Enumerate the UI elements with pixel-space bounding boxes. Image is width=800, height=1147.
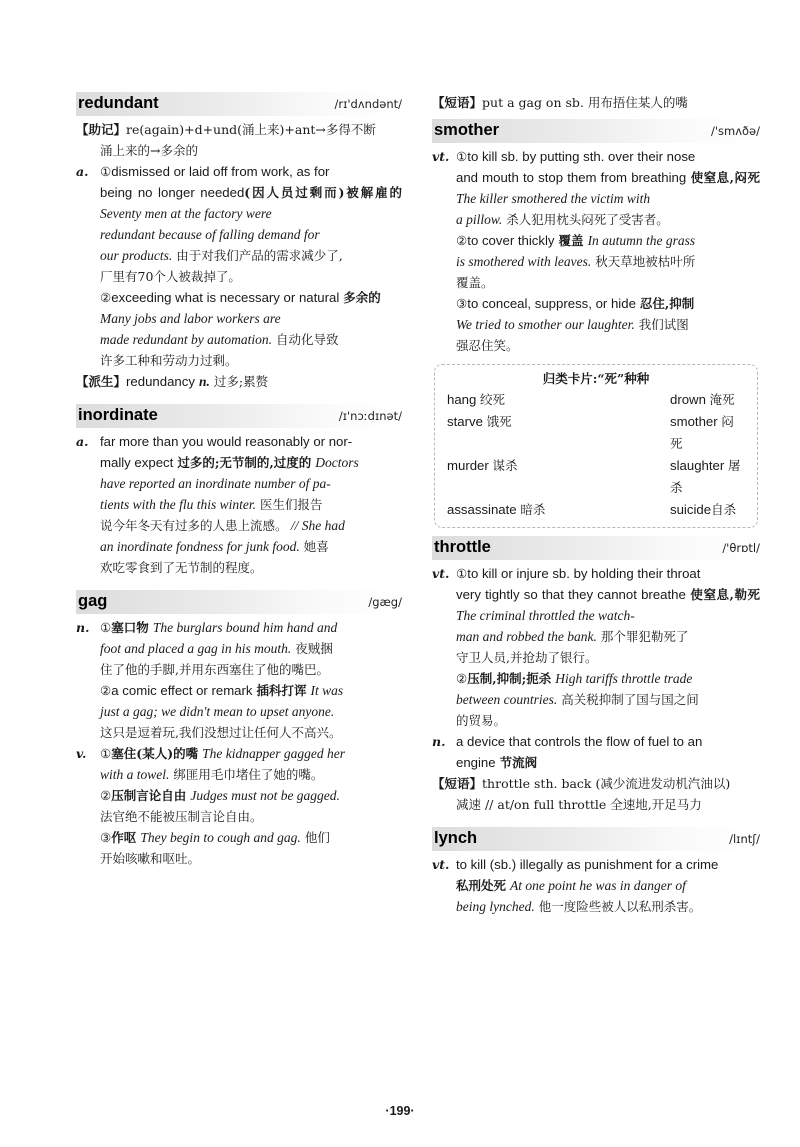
sense-2: ②压制,抑制;扼杀 High tariffs throttle trade [456, 671, 693, 686]
entry-throttle [432, 536, 760, 815]
sense-1: vt. ①to kill sb. by putting sth. over their nose [432, 149, 696, 164]
example-line: foot and placed a gag in his mouth. 夜贼捆 [100, 641, 333, 656]
translation-line: 这只是逗着玩,我们没想过让任何人不高兴。 [100, 725, 342, 740]
left-column [76, 92, 402, 869]
sense-2: ②exceeding what is necessary or natural 多余的 [100, 290, 381, 305]
headword-bar [432, 536, 760, 560]
sense-1-cont: being no longer needed(因人员过剩而)被解雇的 Seventy men at the factory were [100, 185, 402, 221]
card-grid [447, 389, 745, 521]
example-line: man and robbed the bank. 那个罪犯勒死了 [456, 629, 689, 644]
translation-line: 的贸易。 [456, 713, 507, 728]
headword-bar [76, 590, 402, 614]
translation-line: 强忍住笑。 [456, 338, 519, 353]
example-line: made redundant by automation. 自动化导致 [100, 332, 339, 347]
verb-sense-2: ②压制言论自由 Judges must not be gagged. [100, 788, 340, 803]
pronunciation: /gæg/ [368, 595, 402, 609]
mnemonic: 【助记】re(again)+d+und(涌上来)+ant→多得不断 [76, 122, 376, 137]
translation-line: 许多工种和劳动力过剩。 [100, 353, 238, 368]
mnemonic-cont: 涌上来的→多余的 [100, 143, 198, 158]
pronunciation: /rɪ'dʌndənt/ [334, 97, 402, 111]
pronunciation: /'θrɒtl/ [722, 541, 760, 555]
example-line: between countries. 高关税抑制了国与国之间 [456, 692, 699, 707]
phrase-cont: 减速 // at/on full throttle 全速地,开足马力 [456, 797, 702, 812]
headword: lynch [434, 829, 478, 847]
headword-bar [76, 92, 402, 116]
pronunciation: /lɪntʃ/ [729, 832, 760, 846]
example-line: We tried to smother our laughter. 我们试图 [456, 317, 689, 332]
noun-sense-cont: engine 节流阀 [456, 755, 538, 770]
entry-gag [76, 590, 402, 869]
card-item: slaughter 屠杀 [670, 458, 741, 495]
noun-sense-2: ②a comic effect or remark 插科打诨 It was [100, 683, 344, 698]
headword-bar [76, 404, 402, 428]
noun-sense-1: n. ①塞口物 The burglars bound him hand and [76, 620, 338, 635]
sense: vt. to kill (sb.) illegally as punishment for a crime [432, 857, 719, 872]
headword: redundant [78, 94, 159, 112]
classification-card [434, 364, 758, 528]
translation-line: 欢吃零食到了无节制的程度。 [100, 560, 263, 575]
headword: gag [78, 592, 108, 610]
pronunciation: /'smʌðə/ [710, 124, 760, 138]
page-number: ·199· [385, 1104, 415, 1118]
sense-cont: mally expect 过多的;无节制的,过度的 Doctors [100, 455, 359, 470]
example-line: with a towel. 绑匪用毛巾堵住了她的嘴。 [100, 767, 324, 782]
card-title: 归类卡片:“死”种种 [542, 371, 650, 386]
card-item: murder 谋杀 [447, 458, 518, 473]
translation-line: 守卫人员,并抢劫了银行。 [456, 650, 598, 665]
card-item: suicide自杀 [670, 502, 737, 517]
translation-line: 说今年冬天有过多的人患上流感。 // She had [100, 518, 345, 533]
example-line: a pillow. 杀人犯用枕头闷死了受害者。 [456, 212, 669, 227]
example-line: is smothered with leaves. 秋天草地被枯叶所 [456, 254, 696, 269]
sense: a. far more than you would reasonably or nor- [76, 434, 353, 449]
pronunciation: /ɪ'nɔːdɪnət/ [338, 409, 402, 423]
example-line: our products. 由于对我们产品的需求减少了, [100, 248, 343, 263]
sense-2: ②to cover thickly 覆盖 In autumn the grass [456, 233, 696, 248]
entry-smother [432, 119, 760, 356]
sense-1-cont: and mouth to stop them from breathing 使窒息,闷死 The killer smothered the victim with [456, 170, 760, 206]
headword: inordinate [78, 406, 158, 424]
example-line: Many jobs and labor workers are [100, 311, 281, 326]
headword: smother [434, 121, 500, 139]
translation-line: 厂里有70个人被裁掉了。 [100, 269, 241, 284]
example-line: just a gag; we didn't mean to upset anyone. [100, 704, 335, 719]
noun-sense: n. a device that controls the flow of fuel to an [432, 734, 703, 749]
phrase-throttle: 【短语】throttle sth. back (减少流进发动机汽油以) [432, 776, 731, 791]
entry-inordinate [76, 404, 402, 578]
card-item: smother 闷死 [670, 414, 734, 451]
example-line: tients with the flu this winter. 医生们报告 [100, 497, 323, 512]
sense-3: ③to conceal, suppress, or hide 忍住,抑制 [456, 296, 695, 311]
translation-line: 覆盖。 [456, 275, 494, 290]
phrase-gag: 【短语】put a gag on sb. 用布捂住某人的嘴 [432, 95, 688, 110]
headword-bar [432, 827, 760, 851]
headword: throttle [434, 538, 491, 556]
verb-sense-3: ③作呕 They begin to cough and gag. 他们 [100, 830, 330, 845]
translation-line: 法官绝不能被压制言论自由。 [100, 809, 263, 824]
derived: 【派生】redundancy n. 过多;累赘 [76, 374, 269, 389]
card-item: assassinate 暗杀 [447, 502, 546, 517]
sense-cont: 私刑处死 At one point he was in danger of [456, 878, 686, 893]
card-item: hang 绞死 [447, 392, 506, 407]
card-item: drown 淹死 [670, 392, 735, 407]
sense-1: a. ①dismissed or laid off from work, as for [76, 164, 330, 179]
headword-bar [432, 119, 760, 143]
example-line: have reported an inordinate number of pa- [100, 476, 331, 491]
card-item: starve 饿死 [447, 414, 512, 429]
right-column [432, 92, 760, 917]
verb-sense-1: v. ①塞住(某人)的嘴 The kidnapper gagged her [76, 746, 346, 761]
example-line: redundant because of falling demand for [100, 227, 320, 242]
example-line: an inordinate fondness for junk food. 她喜 [100, 539, 329, 554]
example-line: being lynched. 他一度险些被人以私刑杀害。 [456, 899, 702, 914]
entry-lynch [432, 827, 760, 917]
translation-line: 住了他的手脚,并用东西塞住了他的嘴巴。 [100, 662, 329, 677]
sense-1-cont: very tightly so that they cannot breathe 使窒息,勒死 The criminal throttled the watch- [456, 587, 760, 623]
entry-redundant [76, 92, 402, 392]
sense-1: vt. ①to kill or injure sb. by holding their throat [432, 566, 701, 581]
translation-line: 开始咳嗽和呕吐。 [100, 851, 201, 866]
